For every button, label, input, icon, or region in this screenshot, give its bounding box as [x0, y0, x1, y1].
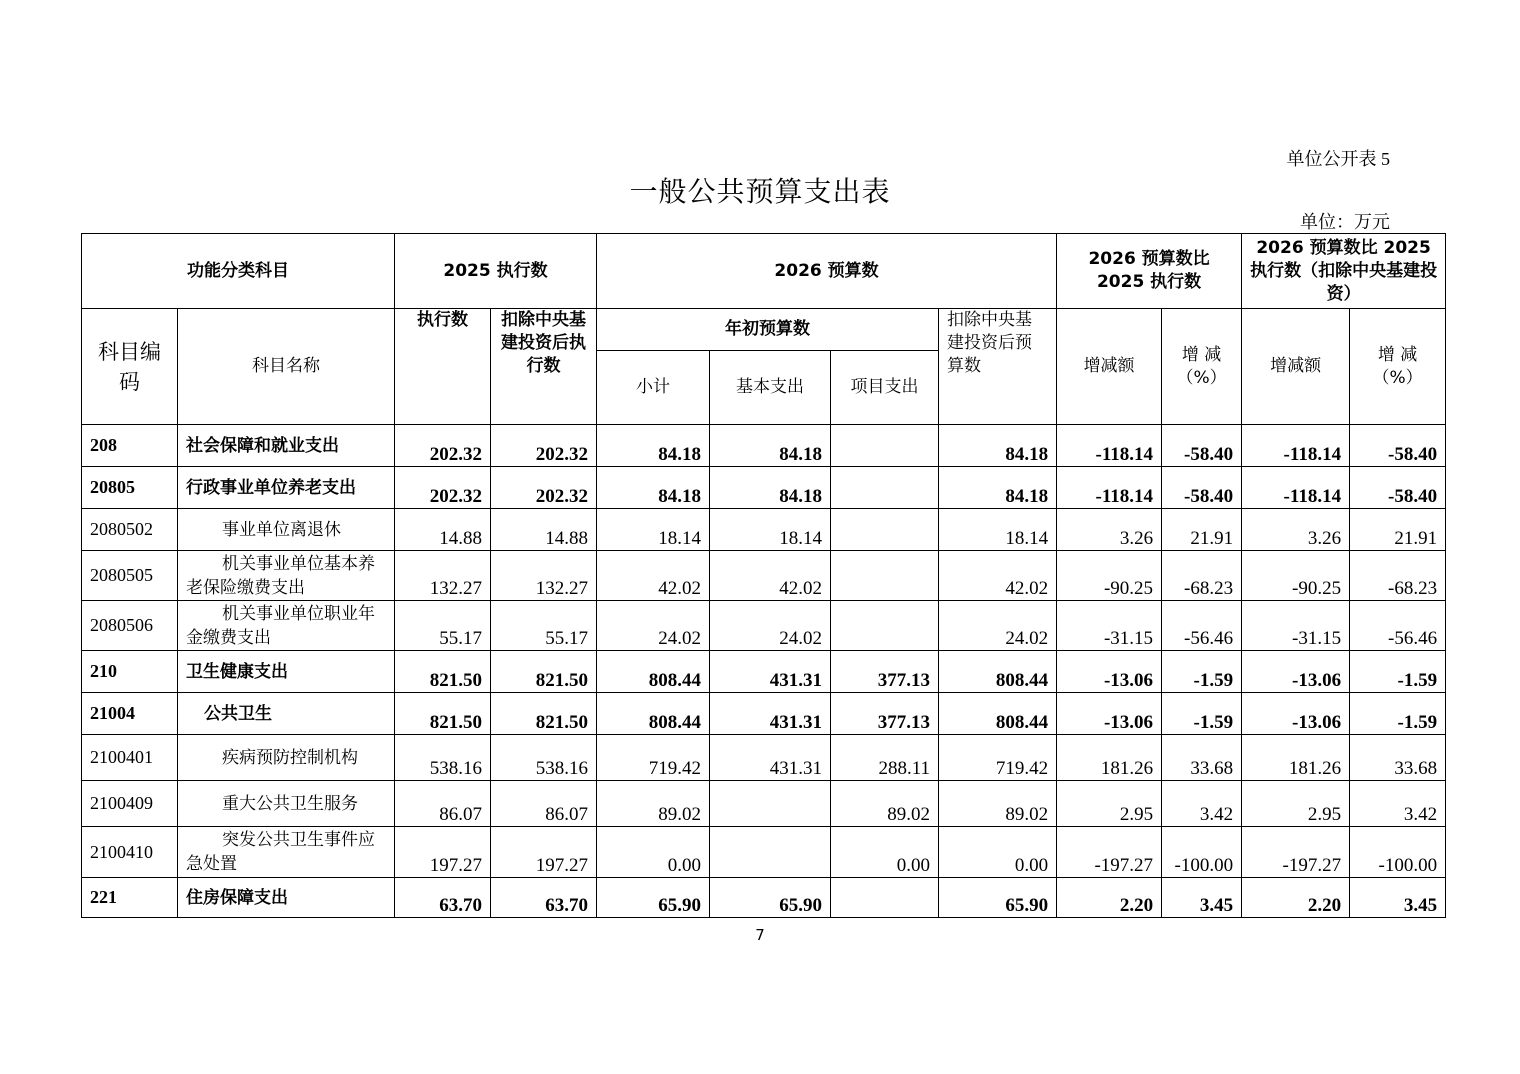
- cell-project: 89.02: [831, 781, 939, 827]
- cell-subtotal: 89.02: [597, 781, 710, 827]
- cell-pct: 33.68: [1162, 735, 1242, 781]
- header-initial-budget: 年初预算数: [597, 309, 939, 351]
- cell-pct2: 3.45: [1350, 878, 1446, 918]
- cell-name: 机关事业单位职业年金缴费支出: [178, 601, 395, 651]
- cell-budget-excl: 84.18: [939, 467, 1057, 509]
- header-change-pct2: 增 减（%）: [1350, 309, 1446, 425]
- cell-basic: 65.90: [710, 878, 831, 918]
- cell-pct2: 33.68: [1350, 735, 1446, 781]
- cell-code: 2080505: [82, 551, 178, 601]
- cell-chg: -13.06: [1057, 651, 1162, 693]
- table-row: [82, 601, 1446, 651]
- cell-basic: 84.18: [710, 425, 831, 467]
- cell-basic: 24.02: [710, 601, 831, 651]
- table-row: [82, 735, 1446, 781]
- cell-pct: -58.40: [1162, 425, 1242, 467]
- cell-pct: 3.45: [1162, 878, 1242, 918]
- cell-chg: -197.27: [1057, 827, 1162, 878]
- cell-budget-excl: 808.44: [939, 693, 1057, 735]
- header-cmp-exec: 2026 预算数比 2025 执行数: [1057, 234, 1242, 309]
- cell-project: 288.11: [831, 735, 939, 781]
- cell-subtotal: 719.42: [597, 735, 710, 781]
- cell-exec: 86.07: [395, 781, 491, 827]
- cell-subtotal: 808.44: [597, 693, 710, 735]
- cell-budget-excl: 84.18: [939, 425, 1057, 467]
- cell-chg: -31.15: [1057, 601, 1162, 651]
- cell-project: [831, 509, 939, 551]
- cell-name: 住房保障支出: [178, 878, 395, 918]
- cell-chg2: -118.14: [1242, 467, 1350, 509]
- table-row: [82, 467, 1446, 509]
- cell-chg: 2.95: [1057, 781, 1162, 827]
- header-row-2: [82, 309, 1446, 351]
- table-row: [82, 693, 1446, 735]
- cell-pct: -100.00: [1162, 827, 1242, 878]
- cell-budget-excl: 89.02: [939, 781, 1057, 827]
- cell-pct2: -1.59: [1350, 693, 1446, 735]
- cell-subtotal: 0.00: [597, 827, 710, 878]
- cell-project: [831, 425, 939, 467]
- cell-name: 重大公共卫生服务: [178, 781, 395, 827]
- cell-chg: 2.20: [1057, 878, 1162, 918]
- cell-name: 疾病预防控制机构: [178, 735, 395, 781]
- cell-pct2: 3.42: [1350, 781, 1446, 827]
- cell-exec: 538.16: [395, 735, 491, 781]
- cell-chg2: -90.25: [1242, 551, 1350, 601]
- cell-exec: 63.70: [395, 878, 491, 918]
- header-code: 科目编码: [82, 309, 178, 425]
- header-change-pct: 增 减（%）: [1162, 309, 1242, 425]
- cell-exec-excl: 202.32: [491, 425, 597, 467]
- cell-project: [831, 467, 939, 509]
- cell-project: 0.00: [831, 827, 939, 878]
- cell-pct2: -56.46: [1350, 601, 1446, 651]
- cell-code: 2100401: [82, 735, 178, 781]
- header-budget-excl: 扣除中央基建投资后预算数: [939, 309, 1057, 425]
- cell-exec-excl: 132.27: [491, 551, 597, 601]
- header-exec: 执行数: [395, 309, 491, 425]
- cell-project: 377.13: [831, 651, 939, 693]
- cell-subtotal: 42.02: [597, 551, 710, 601]
- cell-code: 2100409: [82, 781, 178, 827]
- cell-budget-excl: 42.02: [939, 551, 1057, 601]
- cell-subtotal: 808.44: [597, 651, 710, 693]
- cell-pct2: -1.59: [1350, 651, 1446, 693]
- cell-code: 2080506: [82, 601, 178, 651]
- cell-pct: -1.59: [1162, 651, 1242, 693]
- page-number: 7: [755, 926, 765, 944]
- cell-name: 社会保障和就业支出: [178, 425, 395, 467]
- cell-project: 377.13: [831, 693, 939, 735]
- cell-exec-excl: 821.50: [491, 693, 597, 735]
- cell-budget-excl: 18.14: [939, 509, 1057, 551]
- cell-basic: 431.31: [710, 735, 831, 781]
- header-cmp-exec-excl: 2026 预算数比 2025 执行数（扣除中央基建投资）: [1242, 234, 1446, 309]
- cell-code: 221: [82, 878, 178, 918]
- cell-code: 208: [82, 425, 178, 467]
- cell-budget-excl: 808.44: [939, 651, 1057, 693]
- header-budget2026: 2026 预算数: [597, 234, 1057, 309]
- cell-pct2: -68.23: [1350, 551, 1446, 601]
- cell-chg2: 181.26: [1242, 735, 1350, 781]
- table-body: [82, 425, 1446, 918]
- table-row: [82, 878, 1446, 918]
- cell-subtotal: 84.18: [597, 425, 710, 467]
- cell-exec-excl: 63.70: [491, 878, 597, 918]
- cell-budget-excl: 24.02: [939, 601, 1057, 651]
- header-basic: 基本支出: [710, 351, 831, 425]
- cell-name: 事业单位离退休: [178, 509, 395, 551]
- header-change-amt: 增减额: [1057, 309, 1162, 425]
- cell-code: 20805: [82, 467, 178, 509]
- cell-basic: 84.18: [710, 467, 831, 509]
- cell-basic: 42.02: [710, 551, 831, 601]
- cell-budget-excl: 719.42: [939, 735, 1057, 781]
- cell-pct: 3.42: [1162, 781, 1242, 827]
- cell-basic: 431.31: [710, 693, 831, 735]
- cell-subtotal: 24.02: [597, 601, 710, 651]
- cell-pct: 21.91: [1162, 509, 1242, 551]
- header-row-1: [82, 234, 1446, 309]
- cell-project: [831, 878, 939, 918]
- cell-chg2: -197.27: [1242, 827, 1350, 878]
- cell-exec: 821.50: [395, 651, 491, 693]
- cell-budget-excl: 0.00: [939, 827, 1057, 878]
- cell-exec: 202.32: [395, 425, 491, 467]
- table-row: [82, 551, 1446, 601]
- cell-exec-excl: 14.88: [491, 509, 597, 551]
- cell-chg2: -13.06: [1242, 693, 1350, 735]
- cell-subtotal: 84.18: [597, 467, 710, 509]
- header-exec-excl: 扣除中央基建投资后执行数: [491, 309, 597, 425]
- cell-code: 210: [82, 651, 178, 693]
- cell-chg: 3.26: [1057, 509, 1162, 551]
- cell-name: 公共卫生: [178, 693, 395, 735]
- cell-chg2: 2.95: [1242, 781, 1350, 827]
- cell-chg: -90.25: [1057, 551, 1162, 601]
- header-category: 功能分类科目: [82, 234, 395, 309]
- cell-code: 2080502: [82, 509, 178, 551]
- cell-pct2: -100.00: [1350, 827, 1446, 878]
- cell-exec: 821.50: [395, 693, 491, 735]
- cell-basic: 431.31: [710, 651, 831, 693]
- cell-chg2: -31.15: [1242, 601, 1350, 651]
- cell-code: 21004: [82, 693, 178, 735]
- table-row: [82, 425, 1446, 467]
- cell-basic: [710, 781, 831, 827]
- cell-basic: 18.14: [710, 509, 831, 551]
- unit-label: 单位：万元: [1300, 212, 1390, 232]
- cell-chg2: 3.26: [1242, 509, 1350, 551]
- cell-chg2: 2.20: [1242, 878, 1350, 918]
- cell-subtotal: 18.14: [597, 509, 710, 551]
- cell-subtotal: 65.90: [597, 878, 710, 918]
- cell-pct: -68.23: [1162, 551, 1242, 601]
- cell-chg2: -13.06: [1242, 651, 1350, 693]
- cell-chg: 181.26: [1057, 735, 1162, 781]
- cell-code: 2100410: [82, 827, 178, 878]
- cell-exec: 14.88: [395, 509, 491, 551]
- table-row: [82, 827, 1446, 878]
- cell-project: [831, 551, 939, 601]
- cell-chg: -118.14: [1057, 425, 1162, 467]
- header-subtotal: 小计: [597, 351, 710, 425]
- header-project: 项目支出: [831, 351, 939, 425]
- cell-exec: 197.27: [395, 827, 491, 878]
- cell-exec-excl: 55.17: [491, 601, 597, 651]
- cell-pct2: -58.40: [1350, 425, 1446, 467]
- cell-exec: 202.32: [395, 467, 491, 509]
- cell-pct2: -58.40: [1350, 467, 1446, 509]
- cell-exec: 55.17: [395, 601, 491, 651]
- cell-name: 机关事业单位基本养老保险缴费支出: [178, 551, 395, 601]
- cell-basic: [710, 827, 831, 878]
- cell-name: 卫生健康支出: [178, 651, 395, 693]
- table-row: [82, 781, 1446, 827]
- cell-exec-excl: 197.27: [491, 827, 597, 878]
- budget-table: [81, 233, 1446, 918]
- cell-exec-excl: 821.50: [491, 651, 597, 693]
- header-change-amt2: 增减额: [1242, 309, 1350, 425]
- cell-exec-excl: 202.32: [491, 467, 597, 509]
- cell-exec-excl: 538.16: [491, 735, 597, 781]
- table-row: [82, 509, 1446, 551]
- page-title: 一般公共预算支出表: [629, 175, 891, 208]
- cell-pct: -56.46: [1162, 601, 1242, 651]
- cell-budget-excl: 65.90: [939, 878, 1057, 918]
- cell-pct2: 21.91: [1350, 509, 1446, 551]
- cell-exec-excl: 86.07: [491, 781, 597, 827]
- cell-chg2: -118.14: [1242, 425, 1350, 467]
- cell-exec: 132.27: [395, 551, 491, 601]
- header-name: 科目名称: [178, 309, 395, 425]
- cell-name: 行政事业单位养老支出: [178, 467, 395, 509]
- cell-chg: -118.14: [1057, 467, 1162, 509]
- cell-chg: -13.06: [1057, 693, 1162, 735]
- form-number: 单位公开表 5: [1286, 149, 1390, 169]
- header-exec2025: 2025 执行数: [395, 234, 597, 309]
- table-row: [82, 651, 1446, 693]
- cell-pct: -1.59: [1162, 693, 1242, 735]
- cell-project: [831, 601, 939, 651]
- cell-name: 突发公共卫生事件应急处置: [178, 827, 395, 878]
- cell-pct: -58.40: [1162, 467, 1242, 509]
